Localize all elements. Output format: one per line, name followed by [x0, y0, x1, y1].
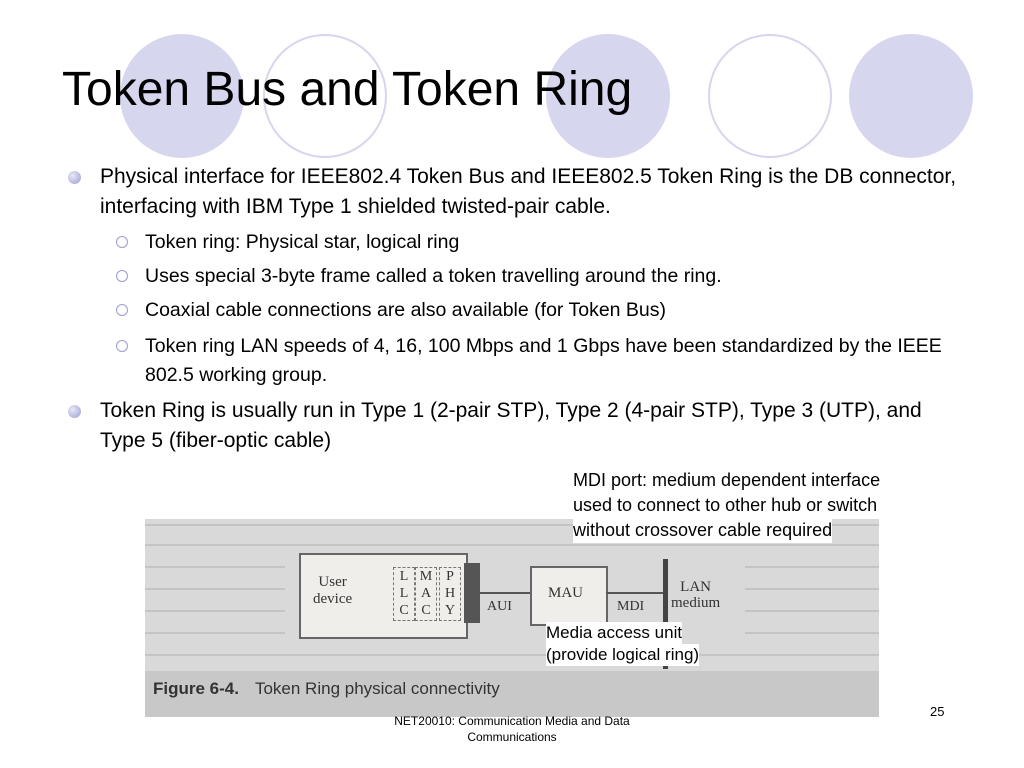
mdi-annotation-line2: used to connect to other hub or switch [573, 495, 878, 515]
bullet-physical-interface [100, 162, 970, 222]
layer-letter: M [419, 569, 433, 584]
ring-bullet-icon [116, 340, 128, 352]
bullet-dot-icon [68, 405, 81, 418]
sub-bullet-text: Coaxial cable connections are also available (for Token Bus) [145, 299, 667, 321]
layer-llc [393, 567, 415, 621]
figure-caption [153, 679, 500, 699]
mau-annotation-line2: (provide logical ring) [546, 645, 700, 664]
decor-circle-5 [849, 34, 973, 158]
sub-bullet-star-ring [145, 228, 965, 257]
user-device-label [313, 574, 352, 608]
lan-medium-label-line1: LAN [680, 579, 711, 595]
ring-bullet-icon [116, 270, 128, 282]
user-device-label-line1: User [318, 574, 347, 590]
bullet-text: Physical interface for IEEE802.4 Token Bus and IEEE802.5 Token Ring is the DB connector, interfacing with IBM Type 1 shielded twisted-pair cable. [100, 165, 957, 218]
mdi-label: MDI [617, 599, 645, 614]
footer-course-line1: NET20010: Communication Media and Data [394, 714, 630, 728]
user-device-label-line2: device [313, 591, 353, 607]
sub-bullet-speeds [145, 332, 965, 390]
page-number: 25 [930, 704, 945, 719]
layer-phy [439, 567, 461, 621]
mdi-annotation-line1: MDI port: medium dependent interface [573, 470, 881, 490]
aui-cable [480, 592, 530, 594]
layer-letter: A [420, 586, 432, 601]
decor-circle-4 [708, 34, 832, 158]
mdi-annotation-line3: without crossover cable required [573, 518, 832, 543]
footer-course-line2: Communications [467, 730, 557, 744]
sub-bullet-coaxial [145, 296, 965, 325]
lan-medium-label [671, 579, 720, 611]
mau-annotation-line1: Media access unit [546, 623, 683, 642]
mau-label: MAU [548, 585, 584, 601]
layer-letter: C [399, 603, 409, 618]
layer-letter: Y [444, 603, 456, 618]
ring-bullet-icon [116, 236, 128, 248]
figure-caption-text: Token Ring physical connectivity [254, 679, 500, 698]
layer-letter: L [399, 569, 409, 584]
slide-title: Token Bus and Token Ring [62, 63, 633, 116]
layer-letter: H [444, 586, 456, 601]
sub-bullet-text: Uses special 3-byte frame called a token travelling around the ring. [145, 265, 722, 287]
db-connector [464, 563, 480, 623]
bullet-dot-icon [68, 171, 81, 184]
figure-token-ring-connectivity [145, 519, 879, 717]
mau-annotation [546, 622, 699, 666]
mdi-cable [606, 592, 663, 594]
layer-letter: P [446, 569, 454, 584]
layer-letter: C [421, 603, 431, 618]
ring-bullet-icon [116, 304, 128, 316]
sub-bullet-token-frame [145, 262, 965, 291]
sub-bullet-text: Token ring: Physical star, logical ring [145, 231, 460, 253]
layer-letter: L [399, 586, 409, 601]
mdi-annotation [573, 468, 880, 543]
bullet-text: Token Ring is usually run in Type 1 (2-pair STP), Type 2 (4-pair STP), Type 3 (UTP), and Type 5 (fiber-optic cable) [100, 399, 922, 452]
figure-caption-label: Figure 6-4. [153, 679, 239, 698]
footer-course [370, 713, 654, 745]
layer-mac [415, 567, 437, 621]
lan-medium-label-line2: medium [671, 595, 721, 611]
aui-label: AUI [487, 599, 512, 614]
bullet-cable-types [100, 396, 970, 456]
sub-bullet-text: Token ring LAN speeds of 4, 16, 100 Mbps and 1 Gbps have been standardized by the IEEE 802.5 working group. [145, 335, 942, 386]
